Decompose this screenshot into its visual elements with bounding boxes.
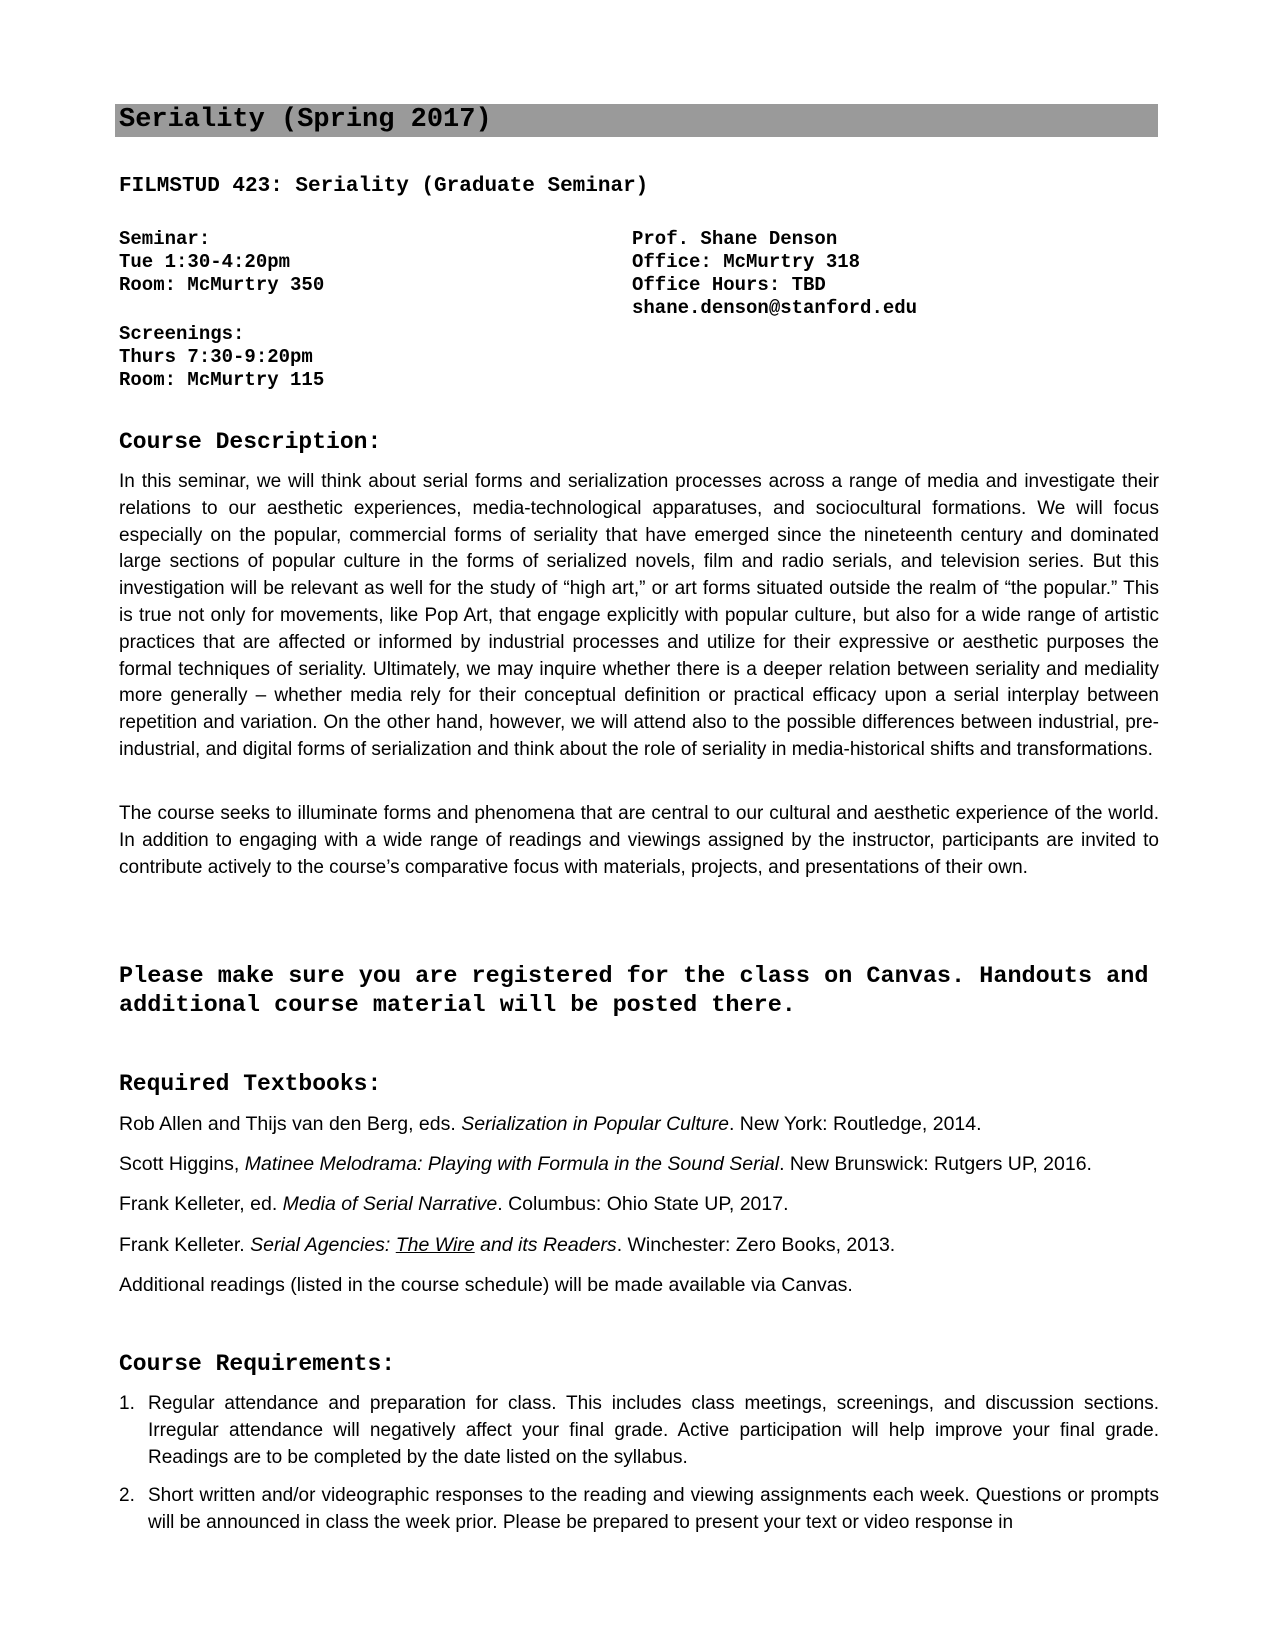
- seminar-info: [119, 228, 324, 297]
- textbook-item: [119, 1232, 895, 1258]
- textbook-publisher: . New York: Routledge, 2014.: [728, 1113, 982, 1135]
- textbook-title: Matinee Melodrama: Playing with Formula in the Sound Serial: [244, 1153, 780, 1175]
- description-paragraph-1: In this seminar, we will think about serial forms and serialization processes across a range of media and investigate their relations to our aesthetic experiences, media-technological apparatuses, and sociocultural formations. We will focus especially on the popular, commercial forms of seriality that have emerged since the nineteenth century and dominated large sections of popular culture in the forms of serialized novels, film and radio serials, and television series. But this investigation will be relevant as well for the study of “high art,” or art forms situated outside the realm of “the popular.” This is true not only for movements, like Pop Art, that engage explicitly with popular culture, but also for a wide range of artistic practices that are affected or informed by industrial processes and utilize for their expressive or aesthetic purposes the formal techniques of seriality. Ultimately, we may inquire whether there is a deeper relation between seriality and mediality more generally – whether media rely for their conceptual definition or practical efficacy upon a serial interplay between repetition and variation. On the other hand, however, we will attend also to the possible differences between industrial, pre-industrial, and digital forms of serialization and think about the role of seriality in media-historical shifts and transformations.: [119, 471, 1159, 760]
- screenings-label: Screenings:: [119, 323, 245, 345]
- textbook-publisher: . Columbus: Ohio State UP, 2017.: [497, 1193, 789, 1215]
- course-code: FILMSTUD 423: Seriality (Graduate Seminar): [119, 175, 649, 198]
- textbook-publisher: . Winchester: Zero Books, 2013.: [616, 1234, 896, 1256]
- textbook-title: Media of Serial Narrative: [282, 1193, 498, 1215]
- requirement-item: [119, 1483, 1159, 1537]
- requirement-number: 2.: [119, 1485, 135, 1506]
- seminar-time: Tue 1:30-4:20pm: [119, 251, 291, 273]
- textbook-author: Frank Kelleter, ed.: [119, 1193, 283, 1215]
- screenings-time: Thurs 7:30-9:20pm: [119, 346, 313, 368]
- textbook-title-underlined: The Wire: [395, 1234, 475, 1256]
- textbook-author: Frank Kelleter.: [119, 1234, 251, 1256]
- course-requirements-heading: Course Requirements:: [119, 1351, 396, 1377]
- textbook-author: Rob Allen and Thijs van den Berg, eds.: [119, 1113, 462, 1135]
- additional-readings-note: Additional readings (listed in the course schedule) will be made available via Canvas.: [119, 1274, 853, 1296]
- description-paragraph-2: The course seeks to illuminate forms and phenomena that are central to our cultural and aesthetic experience of the world. In addition to engaging with a wide range of readings and viewings assigned by the instructor, participants are invited to contribute actively to the course’s comparative focus with materials, projects, and presentations of their own.: [119, 803, 1159, 878]
- instructor-office: Office: McMurtry 318: [632, 251, 861, 273]
- textbook-title-suffix: and its Readers: [474, 1234, 617, 1256]
- textbook-item: [119, 1111, 982, 1137]
- instructor-name: Prof. Shane Denson: [632, 228, 838, 250]
- requirement-text: Regular attendance and preparation for class. This includes class meetings, screenings, and discussion sections. Irregular attendance will negatively affect your final grade. Active participation will help improve your final grade. Readings are to be completed by the date listed on the syllabus.: [148, 1393, 1159, 1468]
- requirement-item: [119, 1391, 1159, 1471]
- canvas-notice: Please make sure you are registered for the class on Canvas. Handouts and additional course material will be posted there.: [119, 963, 1149, 1019]
- textbook-title: Serial Agencies:: [250, 1234, 396, 1256]
- instructor-hours: Office Hours: TBD: [632, 274, 826, 296]
- requirement-number: 1.: [119, 1393, 135, 1414]
- instructor-info: [632, 228, 917, 320]
- textbook-item: [119, 1151, 1092, 1177]
- textbook-author: Scott Higgins,: [119, 1153, 245, 1175]
- screenings-room: Room: McMurtry 115: [119, 369, 325, 391]
- page-title: Seriality (Spring 2017): [119, 105, 492, 135]
- requirement-text: Short written and/or videographic responses to the reading and viewing assignments each week. Questions or prompts will be announced in class the week prior. Please be prepared to present your text or video response in: [148, 1485, 1159, 1533]
- seminar-room: Room: McMurtry 350: [119, 274, 325, 296]
- course-description-heading: Course Description:: [119, 429, 382, 455]
- instructor-email[interactable]: shane.denson@stanford.edu: [632, 297, 918, 319]
- textbook-title: Serialization in Popular Culture: [461, 1113, 729, 1135]
- screenings-info: [119, 323, 324, 392]
- textbook-publisher: . New Brunswick: Rutgers UP, 2016.: [779, 1153, 1092, 1175]
- required-textbooks-heading: Required Textbooks:: [119, 1071, 382, 1097]
- seminar-label: Seminar:: [119, 228, 211, 250]
- title-bar: [115, 104, 1158, 137]
- textbook-item: [119, 1191, 789, 1217]
